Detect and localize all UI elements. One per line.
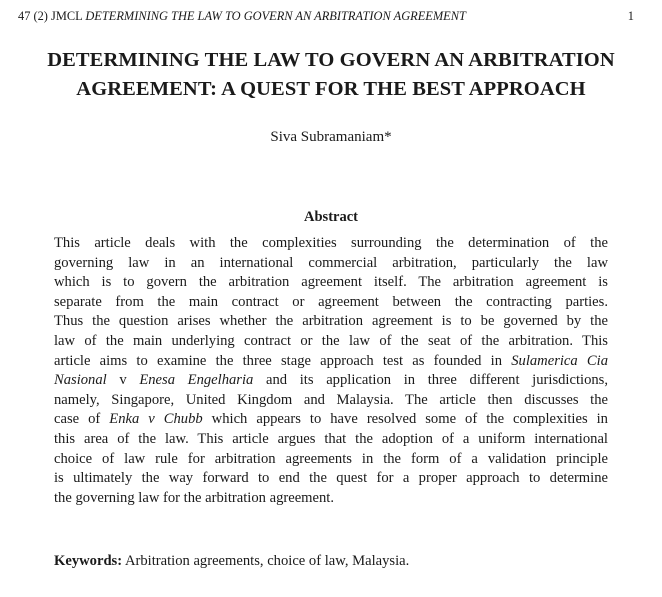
abstract-text: which appears to have resolved some of the complexities in <box>202 411 608 428</box>
keywords-label: Keywords: <box>54 553 123 569</box>
case-name: Enesa Engelharia <box>139 372 254 389</box>
journal-reference: 47 (2) JMCL <box>18 9 83 23</box>
abstract-line: separate from the main contract or agreement between the contracting parties. <box>54 293 608 310</box>
page-number: 1 <box>627 9 634 23</box>
case-name: Nasional <box>54 372 107 389</box>
title-line-1: DETERMINING THE LAW TO GOVERN AN ARBITRATION <box>47 49 615 71</box>
abstract-heading: Abstract <box>304 209 358 225</box>
abstract-line: namely, Singapore, United Kingdom and Malaysia. The article then discusses the <box>54 391 608 408</box>
abstract-line: is ultimately the way forward to end the quest for a proper approach to determine <box>54 470 608 487</box>
abstract-line: which is to govern the arbitration agreement itself. The arbitration agreement is <box>54 274 608 291</box>
abstract-body <box>54 234 608 508</box>
abstract-text: and its application in three different jurisdictions, <box>253 372 608 389</box>
abstract-line: the governing law for the arbitration agreement. <box>54 489 335 506</box>
abstract-text: article aims to examine the three stage approach test as founded in <box>54 352 512 369</box>
abstract-text: case of <box>54 411 110 428</box>
abstract-line: this area of the law. This article argues that the adoption of a uniform international <box>54 430 608 447</box>
abstract-line <box>54 410 608 430</box>
abstract-line: choice of law rule for arbitration agreements in the form of a validation principle <box>54 450 608 467</box>
abstract-line <box>54 371 608 391</box>
abstract-line <box>54 352 608 372</box>
author-name: Siva Subramaniam* <box>270 129 392 145</box>
keywords-text: Arbitration agreements, choice of law, Malaysia. <box>122 553 410 569</box>
abstract-line: This article deals with the complexities surrounding the determination of the <box>54 235 608 251</box>
abstract-line: governing law in an international commercial arbitration, particularly the law <box>54 254 608 271</box>
case-name: Sulamerica Cia <box>511 352 608 369</box>
title-line-2: AGREEMENT: A QUEST FOR THE BEST APPROACH <box>76 78 586 100</box>
abstract-line: Thus the question arises whether the arbitration agreement is to be governed by the <box>54 313 608 330</box>
abstract-text: v <box>106 372 140 389</box>
running-title: DETERMINING THE LAW TO GOVERN AN ARBITRATION AGREEMENT <box>85 9 466 23</box>
running-head <box>18 7 634 25</box>
keywords <box>54 551 608 571</box>
article-title <box>0 46 662 104</box>
case-name: Enka v Chubb <box>109 411 203 428</box>
abstract-line: law of the main underlying contract or the law of the seat of the arbitration. This <box>54 332 608 349</box>
